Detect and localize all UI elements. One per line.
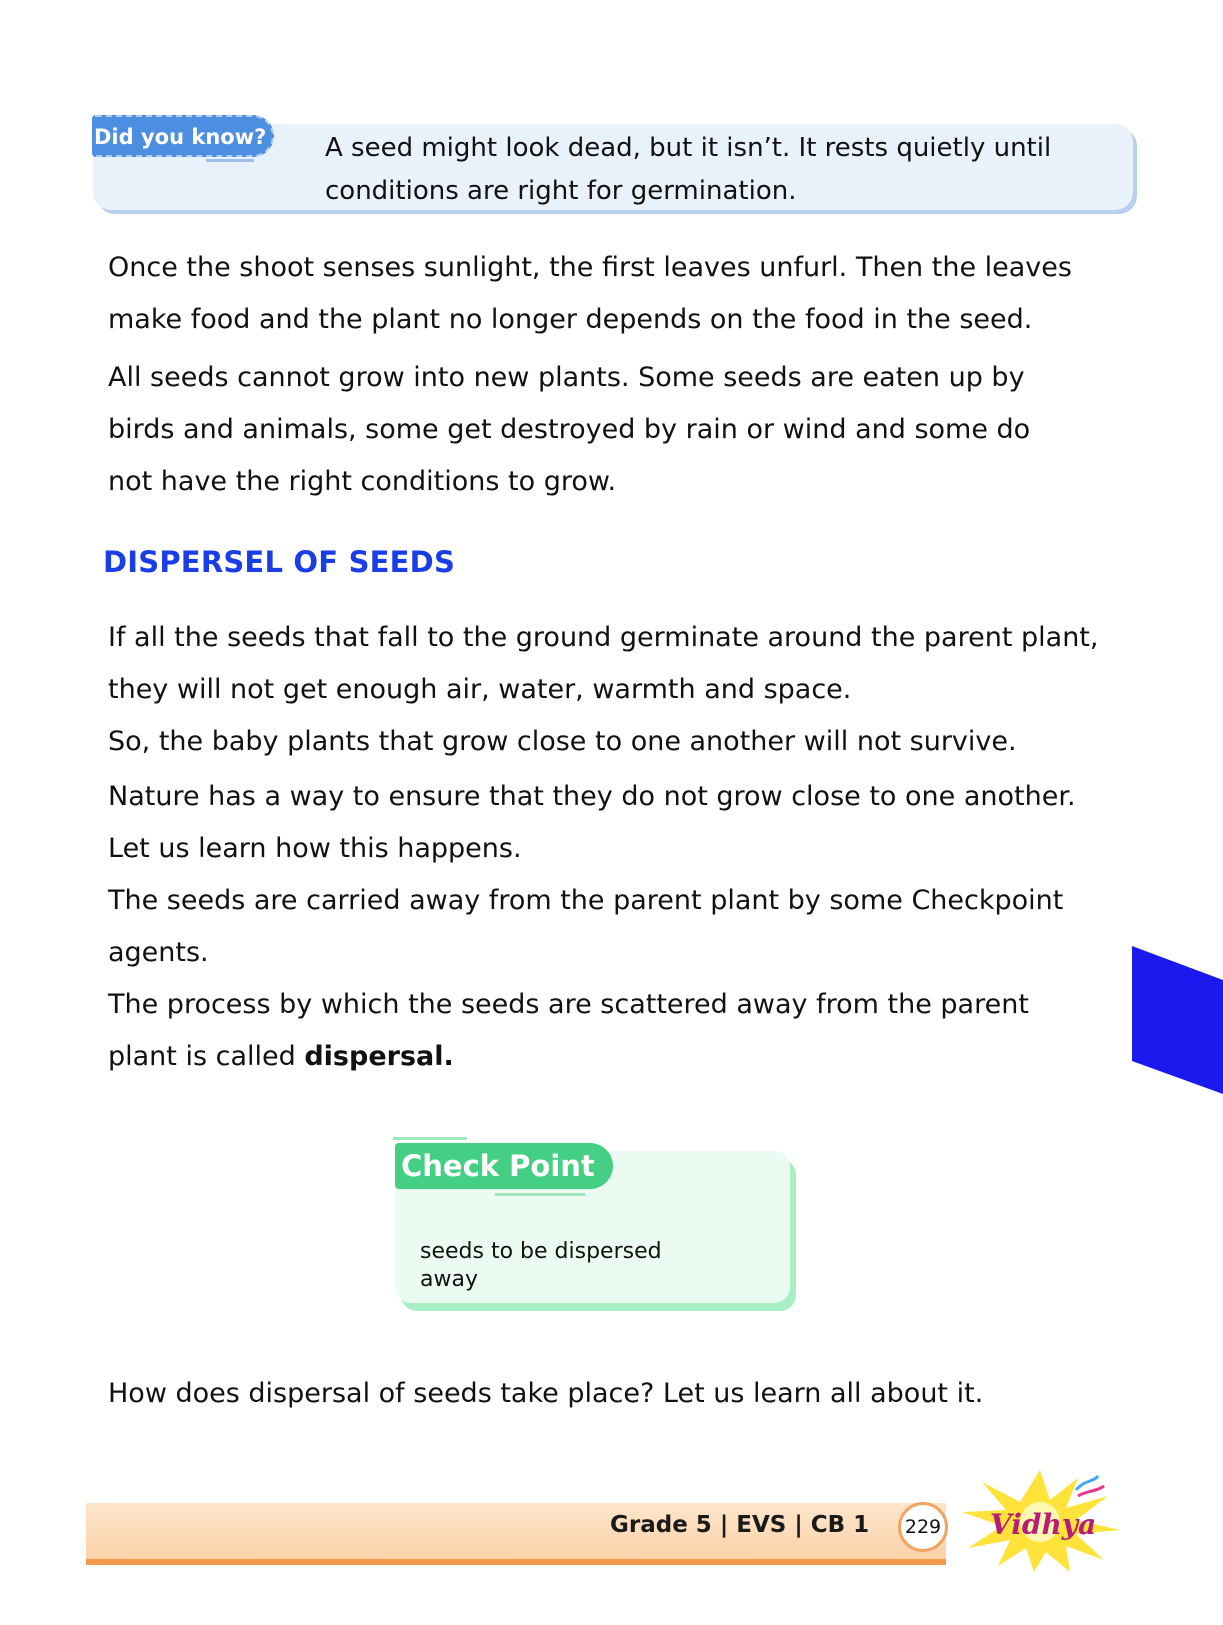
text-line: Let us learn how this happens. <box>108 833 522 864</box>
section-heading: DISPERSEL OF SEEDS <box>103 545 456 579</box>
check-point-line: away <box>420 1267 478 1292</box>
text-line <box>108 1031 1148 1083</box>
footer-label: Grade 5 | EVS | CB 1 <box>610 1512 870 1538</box>
tag-underline <box>206 159 254 162</box>
tag-underline <box>495 1193 585 1196</box>
text-line: not have the right conditions to grow. <box>108 466 617 497</box>
paragraph-sunlight <box>108 242 1148 346</box>
tag-overline <box>393 1137 467 1140</box>
paragraph-germination <box>108 612 1148 768</box>
did-you-know-line: A seed might look dead, but it isn’t. It rests quietly until <box>325 133 1052 163</box>
logo-wordmark: Vidhya <box>990 1508 1097 1541</box>
chapter-tab <box>1132 946 1223 1094</box>
text-line: The seeds are carried away from the parent plant by some Checkpoint <box>108 885 1064 916</box>
text-line: agents. <box>108 937 209 968</box>
text-line: Once the shoot senses sunlight, the first leaves unfurl. Then the leaves <box>108 252 1072 283</box>
text-line: make food and the plant no longer depends on the food in the seed. <box>108 304 1033 335</box>
page-number: 229 <box>898 1502 948 1552</box>
text-line: So, the baby plants that grow close to one another will not survive. <box>108 726 1017 757</box>
did-you-know-tag: Did you know? <box>92 115 274 157</box>
check-point-tag: Check Point <box>395 1143 613 1189</box>
bold-term: dispersal. <box>304 1041 454 1072</box>
text-line: If all the seeds that fall to the ground germinate around the parent plant, <box>108 622 1099 653</box>
text-line: The process by which the seeds are scattered away from the parent <box>108 989 1029 1020</box>
text-span: plant is called <box>108 1041 305 1072</box>
check-point-line: seeds to be dispersed <box>420 1239 662 1264</box>
text-line: birds and animals, some get destroyed by rain or wind and some do <box>108 414 1031 445</box>
did-you-know-text <box>325 127 1115 213</box>
text-line: they will not get enough air, water, warmth and space. <box>108 674 852 705</box>
text-line: Nature has a way to ensure that they do not grow close to one another. <box>108 781 1076 812</box>
closing-line: How does dispersal of seeds take place? Let us learn all about it. <box>108 1378 984 1409</box>
text-line: All seeds cannot grow into new plants. Some seeds are eaten up by <box>108 362 1025 393</box>
check-point-text <box>420 1238 750 1294</box>
paragraph-seeds-fate <box>108 352 1148 508</box>
did-you-know-line: conditions are right for germination. <box>325 176 797 206</box>
paragraph-nature <box>108 771 1148 1083</box>
